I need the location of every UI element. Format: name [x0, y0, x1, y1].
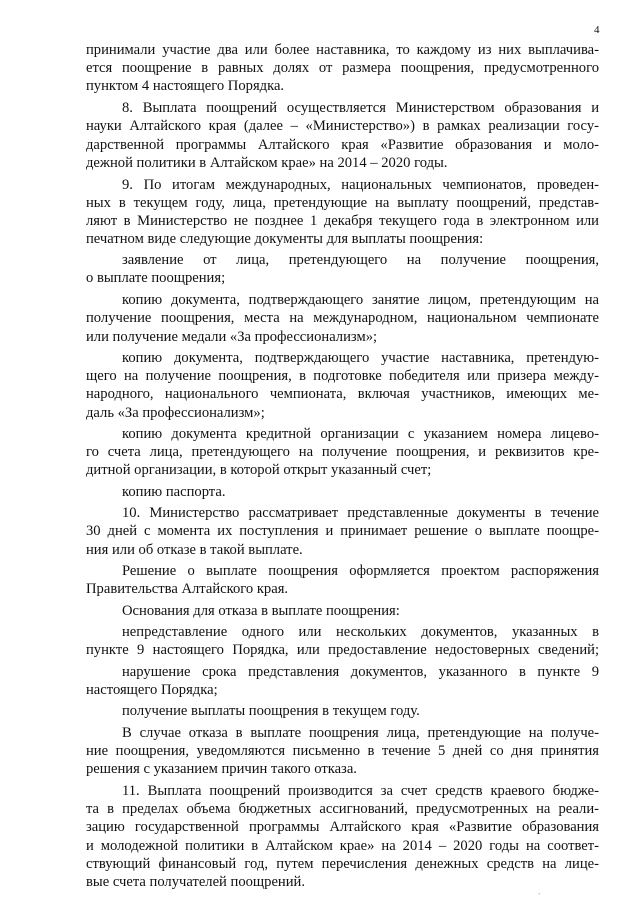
text-line: копию паспорта.: [122, 484, 226, 500]
text-line: печатном виде следующие документы для выплаты поощрения:: [86, 231, 484, 247]
text-line: пункте 9 настоящего Порядка, или предоставление недостоверных сведений;: [86, 642, 599, 658]
text-line: даль «За профессионализм»;: [86, 405, 265, 421]
text-line: дитной организации, в которой открыт указанный счет;: [86, 462, 432, 478]
text-line: копию документа, подтверждающего участие наставника, претендую-: [122, 350, 599, 366]
text-line: о выплате поощрения;: [86, 270, 226, 286]
text-line: ние поощрения, уведомляются письменно в течение 5 дней со дня принятия: [86, 743, 599, 759]
text-line: ляют в Министерство не позднее 1 декабря текущего года в электронном или: [86, 213, 599, 229]
text-line: ется поощрение в равных долях от размера поощрения, предусмотренного: [86, 60, 599, 76]
text-line: дарственной программы Алтайского края «Развитие образования и моло-: [86, 137, 599, 153]
text-line: непредставление одного или нескольких документов, указанных в: [122, 624, 599, 640]
page-number: 4: [594, 24, 600, 36]
text-line: го счета лица, претендующего на получение поощрения, и реквизитов кре-: [86, 444, 599, 460]
text-line: копию документа кредитной организации с указанием номера лицево-: [122, 426, 599, 442]
text-line: щего на получение поощрения, в подготовке победителя или призера между-: [86, 368, 599, 384]
text-line: народного, национального чемпионата, включая участников, имеющих ме-: [86, 386, 599, 402]
text-line: В случае отказа в выплате поощрения лица, претендующие на получе-: [122, 725, 599, 741]
text-line: 11. Выплата поощрений производится за счет средств краевого бюдже-: [122, 783, 599, 799]
text-line: пунктом 4 настоящего Порядка.: [86, 78, 285, 94]
text-line: Решение о выплате поощрения оформляется проектом распоряжения: [122, 563, 599, 579]
text-line: 9. По итогам международных, национальных чемпионатов, проведен-: [122, 177, 599, 193]
text-line: дежной политики в Алтайском крае» на 2014 – 2020 годы.: [86, 155, 448, 171]
text-line: настоящего Порядка;: [86, 682, 218, 698]
text-line: решения с указанием причин такого отказа.: [86, 761, 357, 777]
text-line: ствующий финансовый год, путем перечисления денежных средств на лице-: [86, 856, 599, 872]
text-line: зацию государственной программы Алтайского края «Развитие образования: [86, 819, 599, 835]
text-line: получение выплаты поощрения в текущем году.: [122, 703, 420, 719]
text-line: ния или об отказе в такой выплате.: [86, 542, 303, 558]
text-line: копию документа, подтверждающего занятие лицом, претендующим на: [122, 292, 599, 308]
text-line: нарушение срока представления документов, указанного в пункте 9: [122, 664, 599, 680]
text-line: Правительства Алтайского края.: [86, 581, 289, 597]
text-line: принимали участие два или более наставника, то каждому из них выплачива-: [86, 42, 599, 58]
text-line: и молодежной политики в Алтайском крае» на 2014 – 2020 годы на соответ-: [86, 838, 599, 854]
text-line: ных в текущем году, лица, претендующие на выплату поощрений, представ-: [86, 195, 599, 211]
scan-mark: `: [538, 892, 541, 901]
text-line: заявление от лица, претендующего на получение поощрения,: [122, 252, 599, 268]
text-line: 8. Выплата поощрений осуществляется Министерством образования и: [122, 100, 599, 116]
text-line: Основания для отказа в выплате поощрения:: [122, 603, 400, 619]
text-line: 10. Министерство рассматривает представленные документы в течение: [122, 505, 599, 521]
text-line: та в пределах объема бюджетных ассигнований, предусмотренных на реали-: [86, 801, 599, 817]
text-line: науки Алтайского края (далее – «Министерство») в рамках реализации госу-: [86, 118, 599, 134]
text-line: 30 дней с момента их поступления и принимает решение о выплате поощре-: [86, 523, 599, 539]
text-line: получение поощрения, места на международном, национальном чемпионате: [86, 310, 599, 326]
text-line: или получение медали «За профессионализм»;: [86, 329, 378, 345]
text-line: вые счета получателей поощрений.: [86, 874, 306, 890]
